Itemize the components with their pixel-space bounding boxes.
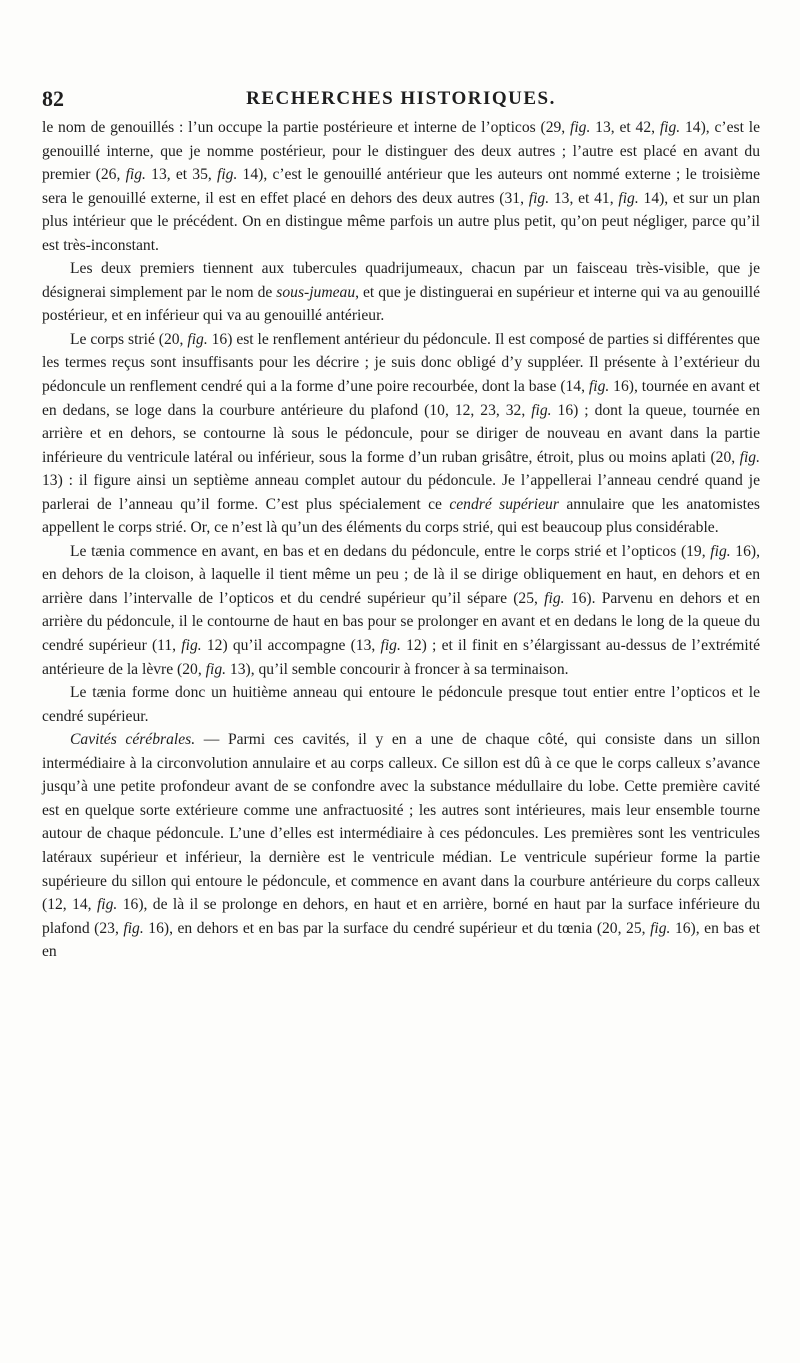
text-run: 13), qu’il semble concourir à froncer à sa terminaison. bbox=[226, 660, 569, 678]
text-run: le nom de genouillés : l’un occupe la partie postérieure et interne de l’opticos (29, bbox=[42, 119, 570, 136]
paragraph bbox=[42, 116, 760, 257]
text-run: 12) qu’il accompagne (13, bbox=[201, 637, 381, 655]
text-run: 14), c’est le genouillé interne, que je nomme postérieur, pour le distinguer des deux autres ; l’autre est placé en avant du premier (26, bbox=[42, 119, 760, 184]
italic-run: fig. bbox=[123, 919, 144, 937]
page-number: 82 bbox=[42, 86, 64, 111]
italic-run: fig. bbox=[187, 330, 208, 348]
italic-run: fig. bbox=[650, 919, 671, 937]
italic-run: fig. bbox=[380, 637, 401, 655]
text-run: 16) ; dont la queue, tournée en arrière et en dehors, se contourne là sous le pédoncule, pour se diriger de nouveau en avant dans la partie inférieure du ventricule latéral ou inférieur, sous la forme d’un ruban grisâtre, étroit, plus ou moins aplati (20, bbox=[42, 401, 760, 466]
paragraph bbox=[42, 728, 760, 963]
italic-run: sous-jumeau bbox=[276, 283, 356, 301]
italic-run: fig. bbox=[528, 189, 550, 207]
text-run: Le tænia forme donc un huitième anneau qui entoure le pédoncule presque tout entier entre l’opticos et le cendré supérieur. bbox=[42, 684, 760, 725]
italic-run: fig. bbox=[125, 166, 146, 184]
italic-run: fig. bbox=[181, 637, 202, 655]
italic-run: fig. bbox=[205, 660, 227, 678]
italic-run: fig. bbox=[531, 401, 552, 419]
paragraph bbox=[42, 257, 760, 328]
text-run: Le tænia commence en avant, en bas et en dedans du pédoncule, entre le corps strié et l’opticos (19, bbox=[70, 542, 711, 560]
text-run: , et que je distinguerai en supérieur et interne qui va au genouillé postérieur, et en inférieur qui va au genouillé antérieur. bbox=[42, 283, 760, 325]
text-run: 16), de là il se prolonge en dehors, en haut et en arrière, borné en haut par la surface inférieure du plafond (23, bbox=[42, 896, 760, 937]
text-run: 16), en dehors et en bas par la surface du cendré supérieur et du tœnia (20, 25, bbox=[143, 919, 651, 937]
paragraph bbox=[42, 540, 760, 681]
text-run: 13, et 41, bbox=[549, 189, 619, 207]
text-run: 16), en dehors de la cloison, à laquelle il tient même un peu ; de là il se dirige obliquement en haut, en dehors et en arrière dans l’intervalle de l’opticos et du cendré supérieur qu’il sépare (25, bbox=[42, 542, 760, 607]
text-run: 16), en bas et en bbox=[42, 919, 761, 961]
text-run: 13) : il figure ainsi un septième anneau complet autour du pédoncule. Je l’appellerai l’anneau cendré quand je parlerai de l’anneau qu’il forme. C’est plus spécialement ce bbox=[42, 472, 760, 513]
italic-run: Cavités cérébrales. bbox=[70, 731, 196, 749]
italic-run: fig. bbox=[544, 589, 565, 607]
italic-run: fig. bbox=[96, 896, 118, 914]
text-run: 16). Parvenu en dehors et en arrière du pédoncule, il le contourne de haut en bas pour se prolonger en avant et en dedans le long de la queue du cendré supérieur (11, bbox=[42, 589, 761, 655]
italic-run: fig. bbox=[618, 189, 639, 207]
body-text bbox=[42, 116, 760, 964]
text-run: 16), tournée en avant et en dedans, se loge dans la courbure antérieure du plafond (10, 12, 23, 32, bbox=[42, 378, 760, 419]
italic-run: fig. bbox=[710, 542, 731, 560]
text-run: — Parmi ces cavités, il y en a une de chaque côté, qui consiste dans un sillon intermédiaire à la circonvolution annulaire et au corps calleux. Ce sillon est dû à ce que le corps calleux s’avance jusqu’à une petite profondeur avant de se confondre avec la substance médullaire du lobe. Cette première cavité est en quelque sorte extérieure comme une anfractuosité ; les autres sont intérieures, mais leur ensemble tourne autour de chaque pédoncule. L’une d’elles est intermédiaire à ces pédoncules. Les premières sont les ventricules latéraux supérieur et inférieur, la dernière est le ventricule médian. Le ventricule supérieur forme la partie supérieure du sillon qui entoure le pédoncule, et commence en avant dans la courbure antérieure du corps calleux (12, 14, bbox=[42, 731, 760, 914]
text-run: 13, et 42, bbox=[590, 119, 660, 136]
text-run: Le corps strié (20, bbox=[70, 330, 188, 348]
italic-run: fig. bbox=[570, 119, 591, 136]
text-run: Les deux premiers tiennent aux tubercules quadrijumeaux, chacun par un faisceau très-visible, que je désignerai simplement par le nom de bbox=[42, 260, 760, 301]
text-run: 12) ; et il finit en s’élargissant au-dessus de l’extrémité antérieure de la lèvre (20, bbox=[42, 637, 761, 678]
paragraph bbox=[42, 681, 760, 728]
page-header bbox=[42, 86, 760, 114]
text-run: 16) est le renflement antérieur du pédoncule. Il est composé de parties si différentes que les termes reçus sont insuffisants pour les décrire ; je suis donc obligé d’y suppléer. Il présente à l’extérieur du pédoncule un renflement cendré qui a la forme d’une poire recourbée, dont la base (14, bbox=[42, 330, 760, 396]
italic-run: fig. bbox=[216, 166, 238, 184]
text-run: annulaire que les anatomistes appellent le corps strié. Or, ce n’est là qu’un des éléments du corps strié, qui est beaucoup plus considérable. bbox=[42, 495, 760, 537]
italic-run: fig. bbox=[739, 448, 760, 466]
italic-run: fig. bbox=[659, 119, 681, 136]
italic-run: fig. bbox=[588, 378, 610, 396]
text-run: 14), c’est le genouillé antérieur que les auteurs ont nommé externe ; le troisième sera le genouillé externe, il est en effet placé en dehors des deux autres (31, bbox=[42, 166, 761, 207]
running-head: RECHERCHES HISTORIQUES. bbox=[246, 88, 556, 109]
text-run: 14), et sur un plan plus intérieur que le précédent. On en distingue même parfois un autre plus petit, qu’on peut négliger, parce qu’il est très-inconstant. bbox=[42, 189, 760, 254]
italic-run: cendré supérieur bbox=[449, 495, 559, 513]
text-run: 13, et 35, bbox=[145, 166, 217, 184]
paragraph bbox=[42, 328, 760, 540]
